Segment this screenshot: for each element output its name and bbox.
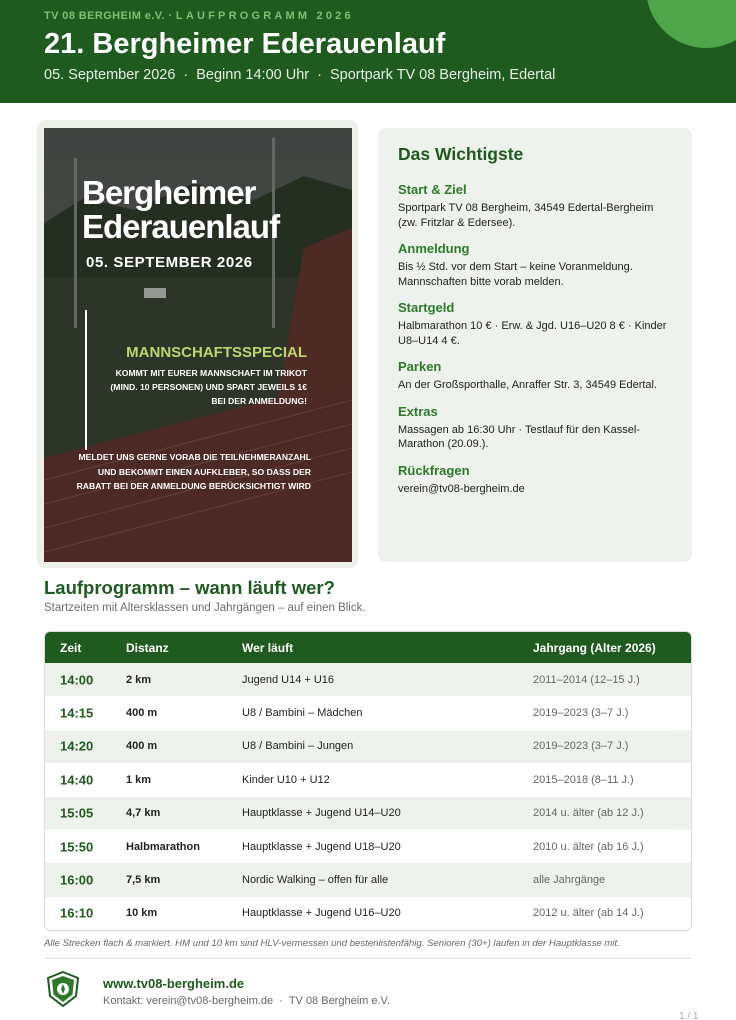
row-distance: 1 km xyxy=(126,773,152,786)
program-subtitle: Startzeiten mit Altersklassen und Jahrgängen – auf einen Blick. xyxy=(44,602,366,614)
poster-team-note: MELDET UNS GERNE VORAB DIE TEILNEHMERANZAHL UND BEKOMMT EINEN AUFKLEBER, SO DASS DER RABATT BEI DER ANMELDUNG BERÜCKSICHTIGT WIRD xyxy=(76,452,311,492)
info-section-fee xyxy=(398,300,672,348)
info-text: Bis ½ Std. vor dem Start – keine Voranmeldung. Mannschaften bitte vorab melden. xyxy=(398,261,633,288)
table-row xyxy=(45,663,691,696)
info-text: An der Großsporthalle, Anraffer Str. 3, 34549 Edertal. xyxy=(398,379,658,391)
info-section-registration xyxy=(398,241,672,289)
poster-title xyxy=(82,176,279,244)
row-time: 14:00 xyxy=(60,672,94,688)
row-time: 14:15 xyxy=(60,705,94,721)
contact-email-link[interactable]: verein@tv08-bergheim.de xyxy=(398,482,525,495)
info-heading: Anmeldung xyxy=(398,241,470,256)
decorative-circle xyxy=(646,0,736,48)
row-distance: 10 km xyxy=(126,907,158,920)
kicker-separator: · xyxy=(168,10,173,22)
row-who: Hauptklasse + Jugend U16–U20 xyxy=(242,907,401,920)
row-year: 2012 u. älter (ab 14 J.) xyxy=(533,907,644,920)
meta-separator: · xyxy=(317,67,322,83)
key-info-panel xyxy=(378,128,692,562)
row-time: 14:20 xyxy=(60,738,94,754)
info-heading: Parken xyxy=(398,359,442,374)
row-year: alle Jahrgänge xyxy=(533,874,606,887)
row-who: Kinder U10 + U12 xyxy=(242,773,330,786)
program-title: Laufprogramm – wann läuft wer? xyxy=(44,577,335,598)
schedule-table xyxy=(44,631,692,931)
row-who: U8 / Bambini – Jungen xyxy=(242,740,354,753)
poster-team-offer: KOMMT MIT EURER MANNSCHAFT IM TRIKOT (MIND. 10 PERSONEN) UND SPART JEWEILS 1€ BEI DER ANMELDUNG! xyxy=(110,368,307,406)
row-time: 16:10 xyxy=(60,905,94,921)
info-text: Massagen ab 16:30 Uhr · Testlauf für den Kassel-Marathon (20.09.). xyxy=(398,423,640,450)
row-year: 2010 u. älter (ab 16 J.) xyxy=(533,840,644,853)
row-year: 2015–2018 (8–11 J.) xyxy=(533,773,634,786)
column-header-distance: Distanz xyxy=(126,640,169,655)
event-date: 05. September 2026 xyxy=(44,67,176,83)
page-header xyxy=(0,0,736,103)
org-name: TV 08 BERGHEIM e.V. xyxy=(44,10,165,22)
info-heading: Extras xyxy=(398,403,438,419)
column-header-who: Wer läuft xyxy=(242,640,294,655)
key-info-title: Das Wichtigste xyxy=(398,144,524,164)
info-heading: Startgeld xyxy=(398,300,455,315)
info-text: Sportpark TV 08 Bergheim, 34549 Edertal-Bergheim (zw. Fritzlar & Edersee). xyxy=(398,202,654,229)
row-who: Hauptklasse + Jugend U18–U20 xyxy=(242,840,401,853)
info-section-extras xyxy=(398,404,672,452)
row-who: U8 / Bambini – Mädchen xyxy=(242,707,363,720)
page-title: 21. Bergheimer Ederauenlauf xyxy=(44,28,446,60)
row-distance: 4,7 km xyxy=(126,807,161,820)
table-row xyxy=(45,830,691,863)
club-logo xyxy=(44,970,82,1008)
row-distance: 400 m xyxy=(126,707,158,720)
row-time: 14:40 xyxy=(60,772,94,788)
poster-accent-line xyxy=(85,310,87,450)
table-header xyxy=(45,632,691,663)
event-start: Beginn 14:00 Uhr xyxy=(196,67,310,83)
website-link[interactable]: www.tv08-bergheim.de xyxy=(103,976,245,991)
info-section-contact xyxy=(398,463,672,497)
row-distance: 2 km xyxy=(126,673,152,686)
footer-org: TV 08 Bergheim e.V. xyxy=(288,995,390,1007)
row-distance: Halbmarathon xyxy=(126,840,200,853)
row-distance: 7,5 km xyxy=(126,874,161,887)
event-meta xyxy=(44,67,555,83)
meta-separator: · xyxy=(183,67,189,83)
section-name: LAUFPROGRAMM 2026 xyxy=(175,10,354,22)
poster-date: 05. SEPTEMBER 2026 xyxy=(86,254,253,271)
row-time: 16:00 xyxy=(60,872,94,888)
contact-email[interactable]: Kontakt: verein@tv08-bergheim.de xyxy=(103,995,274,1007)
row-year: 2019–2023 (3–7 J.) xyxy=(533,740,629,753)
column-header-year: Jahrgang (Alter 2026) xyxy=(533,640,656,655)
poster-title-line2: Ederauenlauf xyxy=(82,208,280,245)
info-text: Halbmarathon 10 € · Erw. & Jgd. U16–U20 8 € · Kinder U8–U14 4 €. xyxy=(398,320,667,347)
poster-title-line1: Bergheimer xyxy=(82,174,256,211)
header-kicker xyxy=(44,10,354,22)
row-year: 2014 u. älter (ab 12 J.) xyxy=(533,807,644,820)
row-distance: 400 m xyxy=(126,740,158,753)
footer-divider xyxy=(44,958,692,959)
row-time: 15:50 xyxy=(60,839,94,855)
row-who: Nordic Walking – offen für alle xyxy=(242,874,389,887)
table-row xyxy=(45,863,691,896)
column-header-time: Zeit xyxy=(60,640,82,655)
table-row xyxy=(45,897,691,930)
table-row xyxy=(45,797,691,830)
table-footnote: Alle Strecken flach & markiert. HM und 10 km sind HLV-vermessen und bestenlistenfähig. Senioren (30+) laufen in der Hauptklasse mit. xyxy=(44,938,620,949)
footer-contact xyxy=(103,995,390,1007)
event-venue: Sportpark TV 08 Bergheim, Edertal xyxy=(329,67,556,83)
info-section-parking xyxy=(398,359,672,393)
table-row xyxy=(45,730,691,763)
row-who: Jugend U14 + U16 xyxy=(242,673,335,686)
row-year: 2011–2014 (12–15 J.) xyxy=(533,673,640,686)
info-section-start xyxy=(398,182,672,230)
row-who: Hauptklasse + Jugend U14–U20 xyxy=(242,807,401,820)
contact-separator: · xyxy=(279,995,283,1007)
info-heading: Rückfragen xyxy=(398,462,470,478)
table-row xyxy=(45,763,691,796)
event-poster xyxy=(44,128,352,562)
info-heading: Start & Ziel xyxy=(398,182,467,197)
poster-special: MANNSCHAFTSSPECIAL xyxy=(126,344,307,361)
row-year: 2019–2023 (3–7 J.) xyxy=(533,707,629,720)
table-row xyxy=(45,696,691,729)
page-number: 1 / 1 xyxy=(679,1011,699,1020)
row-time: 15:05 xyxy=(60,805,94,821)
